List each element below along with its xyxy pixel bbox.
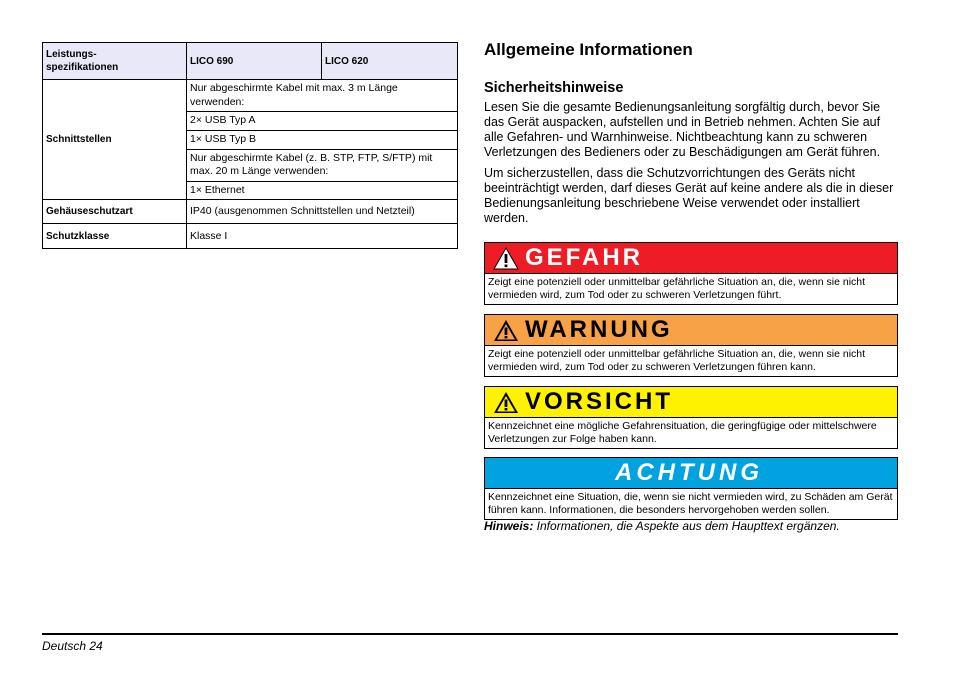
interface-line: Nur abgeschirmte Kabel mit max. 3 m Länge verwenden: — [187, 80, 457, 112]
hazard-vorsicht — [484, 386, 898, 449]
row-label-gehaeuseschutzart: Gehäuseschutzart — [43, 200, 187, 224]
table-row — [43, 200, 458, 224]
general-info-section — [484, 40, 898, 232]
hazard-description: Zeigt eine potenziell oder unmittelbar gefährliche Situation an, die, wenn sie nicht vermieden wird, zum Tod oder zu schweren Verletzungen führt. — [488, 276, 866, 301]
note-label: Hinweis: — [484, 519, 534, 533]
page-footer: Deutsch 24 — [42, 639, 103, 653]
paragraph: Lesen Sie die gesamte Bedienungsanleitung sorgfältig durch, bevor Sie das Gerät auspacken, aufstellen und in Betrieb nehmen. Achten Sie auf alle Gefahren- und Warnhinweise. Nichtbeachtung kann zu schweren Verletzungen des Bedieners oder zu Beschädigungen am Gerät führen. — [484, 100, 881, 159]
note — [484, 519, 840, 533]
row-label-schnittstellen: Schnittstellen — [43, 80, 187, 200]
paragraph: Um sicherzustellen, dass die Schutzvorrichtungen des Geräts nicht beeinträchtigt werden, darf dieses Gerät auf keine andere als die in dieser Bedienungsanleitung beschriebene Weise verwendet oder installiert werden. — [484, 166, 894, 225]
hazard-achtung — [484, 457, 898, 520]
table-header-row — [43, 43, 458, 80]
interface-line: 2× USB Typ A — [187, 112, 457, 131]
hazard-gefahr — [484, 242, 898, 305]
warning-triangle-icon — [493, 247, 519, 270]
row-label-schutzklasse: Schutzklasse — [43, 224, 187, 249]
hazard-description: Kennzeichnet eine mögliche Gefahrensituation, die geringfügige oder mittelschwere Verletzungen zur Folge haben kann. — [488, 420, 877, 445]
interface-line: 1× USB Typ B — [187, 131, 457, 150]
table-row — [43, 224, 458, 249]
hazard-word: GEFAHR — [525, 244, 644, 271]
row-value-gehaeuseschutzart: IP40 (ausgenommen Schnittstellen und Netzteil) — [187, 200, 458, 224]
hazard-bar — [485, 243, 897, 274]
row-value-schutzklasse: Klasse I — [187, 224, 458, 249]
hazard-word: WARNUNG — [525, 316, 673, 343]
hazard-description: Kennzeichnet eine Situation, die, wenn sie nicht vermieden wird, zu Schäden am Gerät führen kann. Informationen, die besonders hervorgehoben werden sollen. — [488, 491, 893, 516]
table-row — [43, 80, 458, 200]
hazard-word: ACHTUNG — [615, 459, 763, 486]
table-header-spec: Leistungs- spezifikationen — [43, 43, 187, 80]
section-title: Allgemeine Informationen — [484, 40, 693, 59]
interface-line: 1× Ethernet — [190, 183, 245, 196]
footer-divider — [42, 633, 898, 635]
hazard-bar — [485, 387, 897, 418]
hazard-description: Zeigt eine potenziell oder unmittelbar gefährliche Situation an, die, wenn sie nicht vermieden wird, zum Tod oder zu schweren Verletzungen führen kann. — [488, 348, 866, 373]
warning-triangle-icon — [493, 319, 519, 342]
hazard-bar — [485, 458, 897, 489]
hazard-warnung — [484, 314, 898, 377]
spec-table — [42, 42, 458, 249]
section-subtitle: Sicherheitshinweise — [484, 80, 624, 96]
row-value-schnittstellen — [187, 80, 458, 200]
interface-line: Nur abgeschirmte Kabel (z. B. STP, FTP, S/FTP) mit max. 20 m Länge verwenden: — [187, 150, 457, 182]
note-text: Informationen, die Aspekte aus dem Haupttext ergänzen. — [533, 519, 840, 533]
hazard-bar — [485, 315, 897, 346]
table-header-lico620: LICO 620 — [322, 43, 458, 80]
hazard-word: VORSICHT — [525, 388, 674, 415]
warning-triangle-icon — [493, 391, 519, 414]
table-header-lico690: LICO 690 — [187, 43, 322, 80]
